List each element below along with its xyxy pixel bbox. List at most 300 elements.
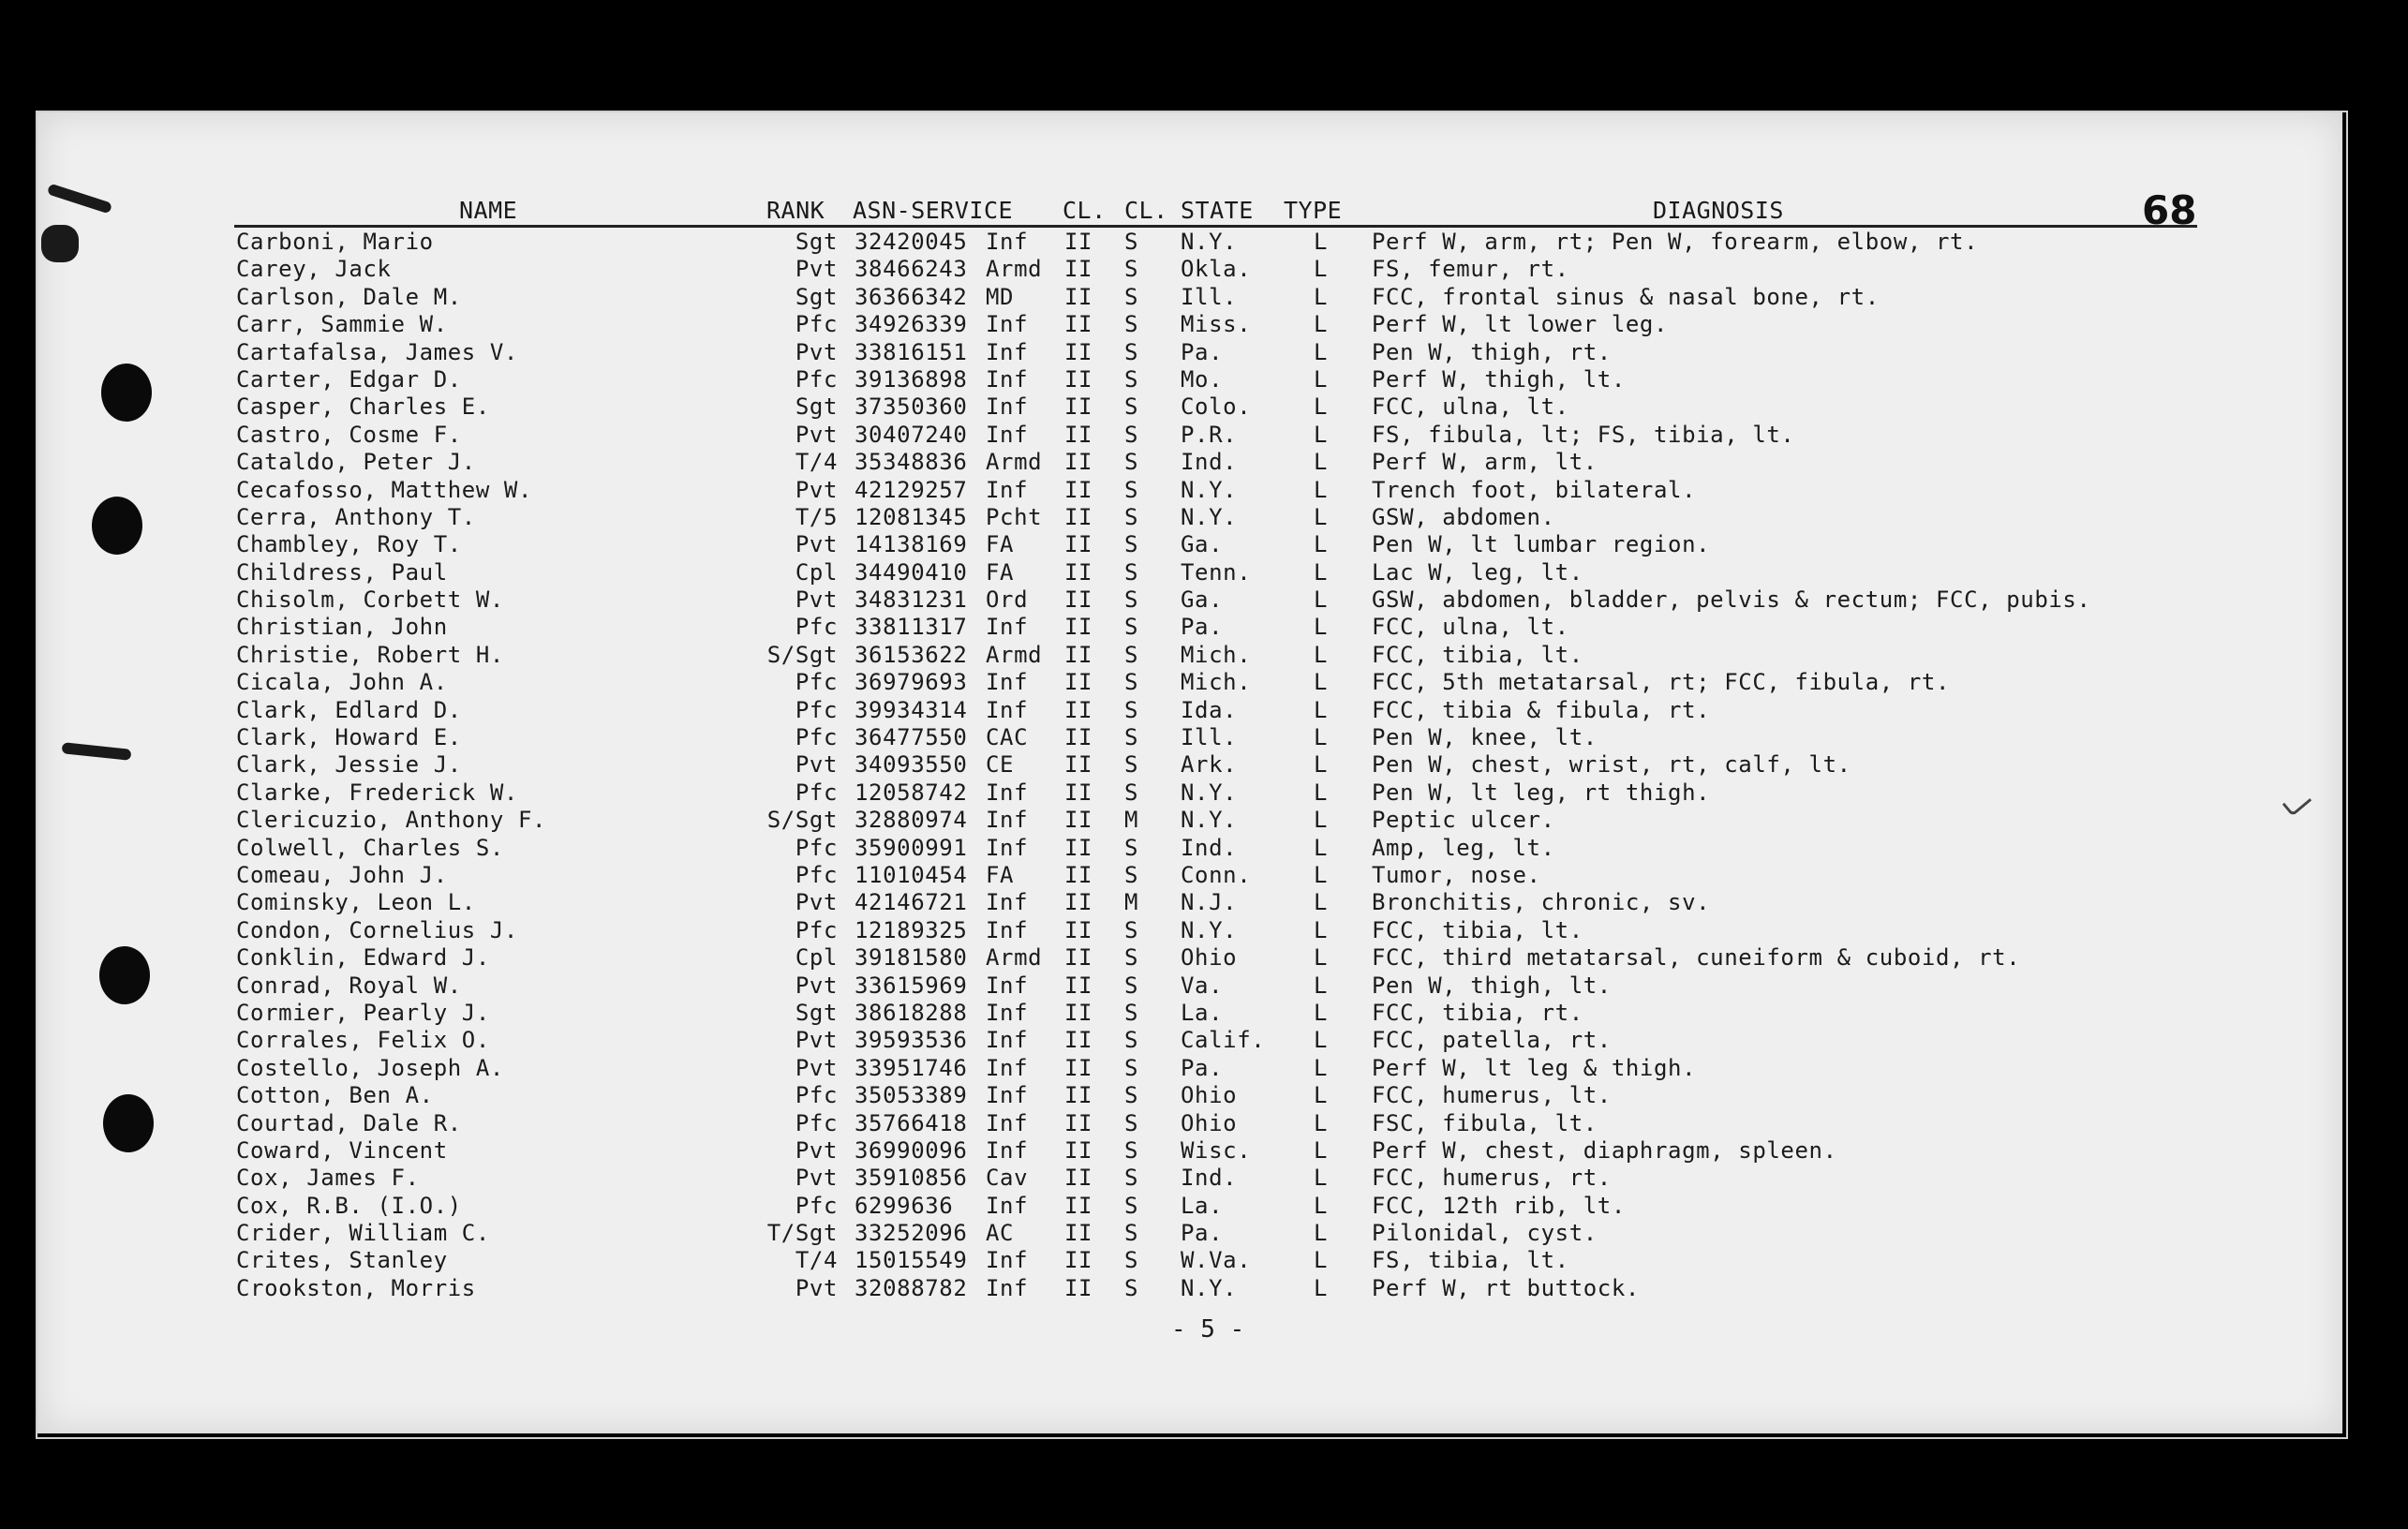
rank-cell: Pfc [795, 1192, 838, 1219]
class-2-cell: S [1124, 1109, 1139, 1136]
service-branch-cell: Armd [986, 641, 1043, 668]
type-cell: L [1314, 669, 1329, 696]
type-cell: L [1314, 311, 1329, 338]
class-2-cell: S [1124, 1054, 1139, 1081]
state-cell: N.Y. [1181, 229, 1238, 255]
class-1-cell: II [1064, 1192, 1093, 1219]
class-2-cell: S [1124, 724, 1139, 751]
service-branch-cell: Armd [986, 944, 1043, 972]
person-name-cell: Conklin, Edward J. [236, 944, 490, 972]
type-cell: L [1314, 449, 1329, 476]
rank-cell: Sgt [795, 283, 838, 310]
class-1-cell: II [1064, 807, 1093, 834]
diagnosis-cell: Perf W, arm, rt; Pen W, forearm, elbow, rt. [1372, 229, 1979, 255]
state-cell: Miss. [1181, 311, 1252, 338]
type-cell: L [1314, 1027, 1329, 1054]
person-name-cell: Cox, James F. [236, 1165, 420, 1192]
class-2-cell: S [1124, 421, 1139, 448]
person-name-cell: Crookston, Morris [236, 1274, 476, 1301]
diagnosis-cell: Perf W, rt buttock. [1372, 1274, 1640, 1301]
type-cell: L [1314, 641, 1329, 668]
service-branch-cell: Inf [986, 365, 1029, 393]
type-cell: L [1314, 1136, 1329, 1164]
service-branch-cell: Inf [986, 393, 1029, 421]
table-row [0, 256, 2408, 283]
diagnosis-cell: Amp, leg, lt. [1372, 834, 1555, 861]
asn-number-cell: 6299636 [855, 1192, 954, 1219]
table-row [0, 229, 2408, 256]
class-1-cell: II [1064, 1220, 1093, 1247]
header-asn-service: ASN-SERVICE [853, 197, 1014, 224]
header-type: TYPE [1284, 197, 1343, 224]
state-cell: Pa. [1181, 1054, 1224, 1081]
person-name-cell: Cotton, Ben A. [236, 1082, 434, 1109]
state-cell: Ill. [1181, 283, 1238, 310]
class-1-cell: II [1064, 751, 1093, 779]
table-row [0, 422, 2408, 449]
person-name-cell: Chisolm, Corbett W. [236, 586, 504, 614]
diagnosis-cell: Perf W, arm, lt. [1372, 449, 1598, 476]
diagnosis-cell: Pilonidal, cyst. [1372, 1220, 1598, 1247]
asn-number-cell: 32420045 [855, 229, 968, 255]
class-1-cell: II [1064, 283, 1093, 310]
person-name-cell: Courtad, Dale R. [236, 1109, 462, 1136]
service-branch-cell: Inf [986, 476, 1029, 503]
table-row [0, 1027, 2408, 1054]
class-1-cell: II [1064, 338, 1093, 365]
person-name-cell: Conrad, Royal W. [236, 972, 462, 999]
class-2-cell: S [1124, 834, 1139, 861]
asn-number-cell: 32088782 [855, 1274, 968, 1301]
class-1-cell: II [1064, 944, 1093, 972]
table-row [0, 751, 2408, 779]
class-2-cell: S [1124, 338, 1139, 365]
class-1-cell: II [1064, 256, 1093, 283]
state-cell: Mich. [1181, 641, 1252, 668]
class-2-cell: S [1124, 283, 1139, 310]
diagnosis-cell: FS, tibia, lt. [1372, 1247, 1569, 1274]
diagnosis-cell: FCC, tibia & fibula, rt. [1372, 696, 1711, 723]
table-row [0, 889, 2408, 916]
state-cell: Mo. [1181, 365, 1224, 393]
service-branch-cell: Inf [986, 807, 1029, 834]
type-cell: L [1314, 916, 1329, 943]
asn-number-cell: 12058742 [855, 779, 968, 806]
table-row [0, 1165, 2408, 1192]
class-1-cell: II [1064, 779, 1093, 806]
class-1-cell: II [1064, 916, 1093, 943]
type-cell: L [1314, 972, 1329, 999]
class-1-cell: II [1064, 1054, 1093, 1081]
rank-cell: Cpl [795, 558, 838, 586]
service-branch-cell: Inf [986, 889, 1029, 916]
person-name-cell: Carey, Jack [236, 256, 392, 283]
person-name-cell: Condon, Cornelius J. [236, 916, 518, 943]
rank-cell: S/Sgt [766, 807, 838, 834]
class-2-cell: S [1124, 1165, 1139, 1192]
table-row [0, 1055, 2408, 1082]
asn-number-cell: 39593536 [855, 1027, 968, 1054]
person-name-cell: Carboni, Mario [236, 229, 434, 255]
diagnosis-cell: FCC, patella, rt. [1372, 1027, 1612, 1054]
diagnosis-cell: Pen W, chest, wrist, rt, calf, lt. [1372, 751, 1851, 779]
service-branch-cell: Inf [986, 338, 1029, 365]
asn-number-cell: 36979693 [855, 669, 968, 696]
class-1-cell: II [1064, 614, 1093, 641]
class-2-cell: S [1124, 586, 1139, 614]
diagnosis-cell: FCC, humerus, lt. [1372, 1082, 1612, 1109]
service-branch-cell: Inf [986, 916, 1029, 943]
diagnosis-cell: Pen W, knee, lt. [1372, 724, 1598, 751]
service-branch-cell: Inf [986, 696, 1029, 723]
table-row [0, 311, 2408, 338]
type-cell: L [1314, 696, 1329, 723]
type-cell: L [1314, 614, 1329, 641]
table-row [0, 944, 2408, 972]
class-1-cell: II [1064, 999, 1093, 1026]
rank-cell: Pvt [795, 1136, 838, 1164]
state-cell: Ohio [1181, 1109, 1238, 1136]
class-2-cell: S [1124, 476, 1139, 503]
diagnosis-cell: Lac W, leg, lt. [1372, 558, 1583, 586]
state-cell: Tenn. [1181, 558, 1252, 586]
class-1-cell: II [1064, 421, 1093, 448]
service-branch-cell: Inf [986, 229, 1029, 255]
class-1-cell: II [1064, 1274, 1093, 1301]
asn-number-cell: 34831231 [855, 586, 968, 614]
diagnosis-cell: Perf W, chest, diaphragm, spleen. [1372, 1136, 1837, 1164]
header-cl2: CL. [1124, 197, 1168, 224]
rank-cell: Pfc [795, 861, 838, 888]
type-cell: L [1314, 861, 1329, 888]
service-branch-cell: Inf [986, 1192, 1029, 1219]
asn-number-cell: 34926339 [855, 311, 968, 338]
class-1-cell: II [1064, 1247, 1093, 1274]
state-cell: Va. [1181, 972, 1224, 999]
state-cell: La. [1181, 1192, 1224, 1219]
service-branch-cell: Inf [986, 972, 1029, 999]
type-cell: L [1314, 1109, 1329, 1136]
service-branch-cell: Pcht [986, 503, 1043, 530]
person-name-cell: Colwell, Charles S. [236, 834, 504, 861]
state-cell: N.Y. [1181, 779, 1238, 806]
class-1-cell: II [1064, 311, 1093, 338]
class-1-cell: II [1064, 669, 1093, 696]
class-2-cell: S [1124, 1192, 1139, 1219]
person-name-cell: Coward, Vincent [236, 1136, 448, 1164]
service-branch-cell: Inf [986, 421, 1029, 448]
diagnosis-cell: FS, fibula, lt; FS, tibia, lt. [1372, 421, 1795, 448]
table-row [0, 724, 2408, 751]
type-cell: L [1314, 283, 1329, 310]
state-cell: N.Y. [1181, 503, 1238, 530]
table-row [0, 917, 2408, 944]
diagnosis-cell: FCC, ulna, lt. [1372, 614, 1569, 641]
class-1-cell: II [1064, 889, 1093, 916]
asn-number-cell: 33951746 [855, 1054, 968, 1081]
type-cell: L [1314, 421, 1329, 448]
state-cell: Ill. [1181, 724, 1238, 751]
header-cl1: CL. [1063, 197, 1107, 224]
type-cell: L [1314, 724, 1329, 751]
class-2-cell: S [1124, 614, 1139, 641]
class-1-cell: II [1064, 641, 1093, 668]
state-cell: Pa. [1181, 614, 1224, 641]
rank-cell: Pvt [795, 421, 838, 448]
table-row [0, 1220, 2408, 1247]
person-name-cell: Christie, Robert H. [236, 641, 504, 668]
person-name-cell: Comeau, John J. [236, 861, 448, 888]
table-row [0, 477, 2408, 504]
class-1-cell: II [1064, 834, 1093, 861]
table-row [0, 366, 2408, 393]
state-cell: P.R. [1181, 421, 1238, 448]
state-cell: N.Y. [1181, 1274, 1238, 1301]
diagnosis-cell: FCC, humerus, rt. [1372, 1165, 1612, 1192]
person-name-cell: Christian, John [236, 614, 448, 641]
state-cell: Wisc. [1181, 1136, 1252, 1164]
asn-number-cell: 36153622 [855, 641, 968, 668]
state-cell: Pa. [1181, 1220, 1224, 1247]
diagnosis-cell: FCC, frontal sinus & nasal bone, rt. [1372, 283, 1880, 310]
asn-number-cell: 33816151 [855, 338, 968, 365]
rank-cell: T/Sgt [766, 1220, 838, 1247]
rank-cell: Pfc [795, 1082, 838, 1109]
type-cell: L [1314, 999, 1329, 1026]
state-cell: Ark. [1181, 751, 1238, 779]
person-name-cell: Clericuzio, Anthony F. [236, 807, 547, 834]
table-row [0, 1247, 2408, 1274]
person-name-cell: Carr, Sammie W. [236, 311, 448, 338]
rank-cell: Pfc [795, 696, 838, 723]
asn-number-cell: 36366342 [855, 283, 968, 310]
service-branch-cell: Inf [986, 1082, 1029, 1109]
type-cell: L [1314, 1247, 1329, 1274]
class-2-cell: S [1124, 751, 1139, 779]
rank-cell: Pvt [795, 1027, 838, 1054]
state-cell: N.J. [1181, 889, 1238, 916]
asn-number-cell: 38466243 [855, 256, 968, 283]
class-1-cell: II [1064, 1109, 1093, 1136]
state-cell: Ida. [1181, 696, 1238, 723]
type-cell: L [1314, 834, 1329, 861]
type-cell: L [1314, 807, 1329, 834]
table-row [0, 449, 2408, 476]
header-rank: RANK [766, 197, 825, 224]
class-2-cell: S [1124, 1027, 1139, 1054]
state-cell: N.Y. [1181, 807, 1238, 834]
diagnosis-cell: FCC, ulna, lt. [1372, 393, 1569, 421]
type-cell: L [1314, 889, 1329, 916]
person-name-cell: Clarke, Frederick W. [236, 779, 518, 806]
asn-number-cell: 11010454 [855, 861, 968, 888]
person-name-cell: Carlson, Dale M. [236, 283, 462, 310]
person-name-cell: Casper, Charles E. [236, 393, 490, 421]
service-branch-cell: Inf [986, 834, 1029, 861]
rank-cell: Pfc [795, 1109, 838, 1136]
service-branch-cell: AC [986, 1220, 1015, 1247]
person-name-cell: Cataldo, Peter J. [236, 449, 476, 476]
table-row [0, 531, 2408, 558]
service-branch-cell: Cav [986, 1165, 1029, 1192]
person-name-cell: Crider, William C. [236, 1220, 490, 1247]
class-1-cell: II [1064, 449, 1093, 476]
service-branch-cell: Inf [986, 669, 1029, 696]
person-name-cell: Castro, Cosme F. [236, 421, 462, 448]
rank-cell: Pfc [795, 365, 838, 393]
type-cell: L [1314, 338, 1329, 365]
diagnosis-cell: Perf W, lt lower leg. [1372, 311, 1669, 338]
service-branch-cell: FA [986, 531, 1015, 558]
type-cell: L [1314, 1165, 1329, 1192]
type-cell: L [1314, 1054, 1329, 1081]
table-row [0, 642, 2408, 669]
rank-cell: Pfc [795, 311, 838, 338]
service-branch-cell: Inf [986, 1247, 1029, 1274]
rank-cell: Sgt [795, 393, 838, 421]
asn-number-cell: 34490410 [855, 558, 968, 586]
class-2-cell: S [1124, 1136, 1139, 1164]
type-cell: L [1314, 751, 1329, 779]
asn-number-cell: 35910856 [855, 1165, 968, 1192]
state-cell: Ga. [1181, 586, 1224, 614]
type-cell: L [1314, 229, 1329, 255]
table-row [0, 1000, 2408, 1027]
asn-number-cell: 42129257 [855, 476, 968, 503]
class-2-cell: S [1124, 861, 1139, 888]
person-name-cell: Costello, Joseph A. [236, 1054, 504, 1081]
class-2-cell: S [1124, 1082, 1139, 1109]
class-1-cell: II [1064, 724, 1093, 751]
table-row [0, 669, 2408, 696]
diagnosis-cell: Pen W, thigh, rt. [1372, 338, 1612, 365]
class-2-cell: S [1124, 779, 1139, 806]
diagnosis-cell: Pen W, thigh, lt. [1372, 972, 1612, 999]
asn-number-cell: 39136898 [855, 365, 968, 393]
state-cell: Ind. [1181, 1165, 1238, 1192]
class-2-cell: S [1124, 1274, 1139, 1301]
diagnosis-cell: Peptic ulcer. [1372, 807, 1555, 834]
state-cell: Ga. [1181, 531, 1224, 558]
diagnosis-cell: Pen W, lt lumbar region. [1372, 531, 1711, 558]
class-1-cell: II [1064, 972, 1093, 999]
service-branch-cell: CAC [986, 724, 1029, 751]
table-row [0, 586, 2408, 614]
rank-cell: Pvt [795, 338, 838, 365]
class-2-cell: S [1124, 999, 1139, 1026]
service-branch-cell: FA [986, 558, 1015, 586]
rank-cell: S/Sgt [766, 641, 838, 668]
class-1-cell: II [1064, 861, 1093, 888]
service-branch-cell: FA [986, 861, 1015, 888]
class-2-cell: S [1124, 944, 1139, 972]
state-cell: W.Va. [1181, 1247, 1252, 1274]
class-1-cell: II [1064, 476, 1093, 503]
service-branch-cell: Inf [986, 1136, 1029, 1164]
table-row [0, 697, 2408, 724]
page-footer: - 5 - [1171, 1315, 1245, 1343]
class-1-cell: II [1064, 586, 1093, 614]
rank-cell: T/4 [795, 449, 838, 476]
person-name-cell: Cormier, Pearly J. [236, 999, 490, 1026]
class-2-cell: S [1124, 531, 1139, 558]
type-cell: L [1314, 586, 1329, 614]
column-headers [0, 197, 2408, 223]
diagnosis-cell: FS, femur, rt. [1372, 256, 1569, 283]
rank-cell: Cpl [795, 944, 838, 972]
asn-number-cell: 35348836 [855, 449, 968, 476]
diagnosis-cell: Perf W, thigh, lt. [1372, 365, 1626, 393]
type-cell: L [1314, 558, 1329, 586]
rank-cell: T/4 [795, 1247, 838, 1274]
diagnosis-cell: GSW, abdomen. [1372, 503, 1555, 530]
person-name-cell: Chambley, Roy T. [236, 531, 462, 558]
rank-cell: Pvt [795, 476, 838, 503]
asn-number-cell: 39934314 [855, 696, 968, 723]
type-cell: L [1314, 531, 1329, 558]
rank-cell: Pvt [795, 586, 838, 614]
person-name-cell: Cicala, John A. [236, 669, 448, 696]
class-1-cell: II [1064, 365, 1093, 393]
rank-cell: Pvt [795, 531, 838, 558]
asn-number-cell: 33811317 [855, 614, 968, 641]
asn-number-cell: 34093550 [855, 751, 968, 779]
asn-number-cell: 35053389 [855, 1082, 968, 1109]
asn-number-cell: 36477550 [855, 724, 968, 751]
table-row [0, 339, 2408, 366]
diagnosis-cell: FCC, tibia, rt. [1372, 999, 1583, 1026]
person-name-cell: Childress, Paul [236, 558, 448, 586]
state-cell: La. [1181, 999, 1224, 1026]
class-2-cell: M [1124, 807, 1139, 834]
asn-number-cell: 12189325 [855, 916, 968, 943]
rank-cell: Sgt [795, 999, 838, 1026]
header-rule [234, 225, 2197, 228]
state-cell: Okla. [1181, 256, 1252, 283]
table-row [0, 559, 2408, 586]
service-branch-cell: Inf [986, 1109, 1029, 1136]
asn-number-cell: 14138169 [855, 531, 968, 558]
asn-number-cell: 39181580 [855, 944, 968, 972]
table-row [0, 1275, 2408, 1302]
rank-cell: Pfc [795, 669, 838, 696]
diagnosis-cell: Tumor, nose. [1372, 861, 1541, 888]
state-cell: Ohio [1181, 944, 1238, 972]
rank-cell: Pvt [795, 1165, 838, 1192]
page-number: 68 [2142, 187, 2197, 233]
state-cell: Ind. [1181, 834, 1238, 861]
class-2-cell: S [1124, 393, 1139, 421]
diagnosis-cell: Pen W, lt leg, rt thigh. [1372, 779, 1711, 806]
state-cell: N.Y. [1181, 476, 1238, 503]
diagnosis-cell: FSC, fibula, lt. [1372, 1109, 1598, 1136]
type-cell: L [1314, 1082, 1329, 1109]
asn-number-cell: 33615969 [855, 972, 968, 999]
table-row [0, 504, 2408, 531]
diagnosis-cell: FCC, third metatarsal, cuneiform & cuboid, rt. [1372, 944, 2021, 972]
type-cell: L [1314, 503, 1329, 530]
table-row [0, 284, 2408, 311]
rank-cell: T/5 [795, 503, 838, 530]
class-2-cell: S [1124, 229, 1139, 255]
table-row [0, 1137, 2408, 1165]
rank-cell: Pvt [795, 751, 838, 779]
service-branch-cell: Inf [986, 311, 1029, 338]
table-row [0, 835, 2408, 862]
diagnosis-cell: Perf W, lt leg & thigh. [1372, 1054, 1697, 1081]
rank-cell: Pfc [795, 614, 838, 641]
person-name-cell: Crites, Stanley [236, 1247, 448, 1274]
